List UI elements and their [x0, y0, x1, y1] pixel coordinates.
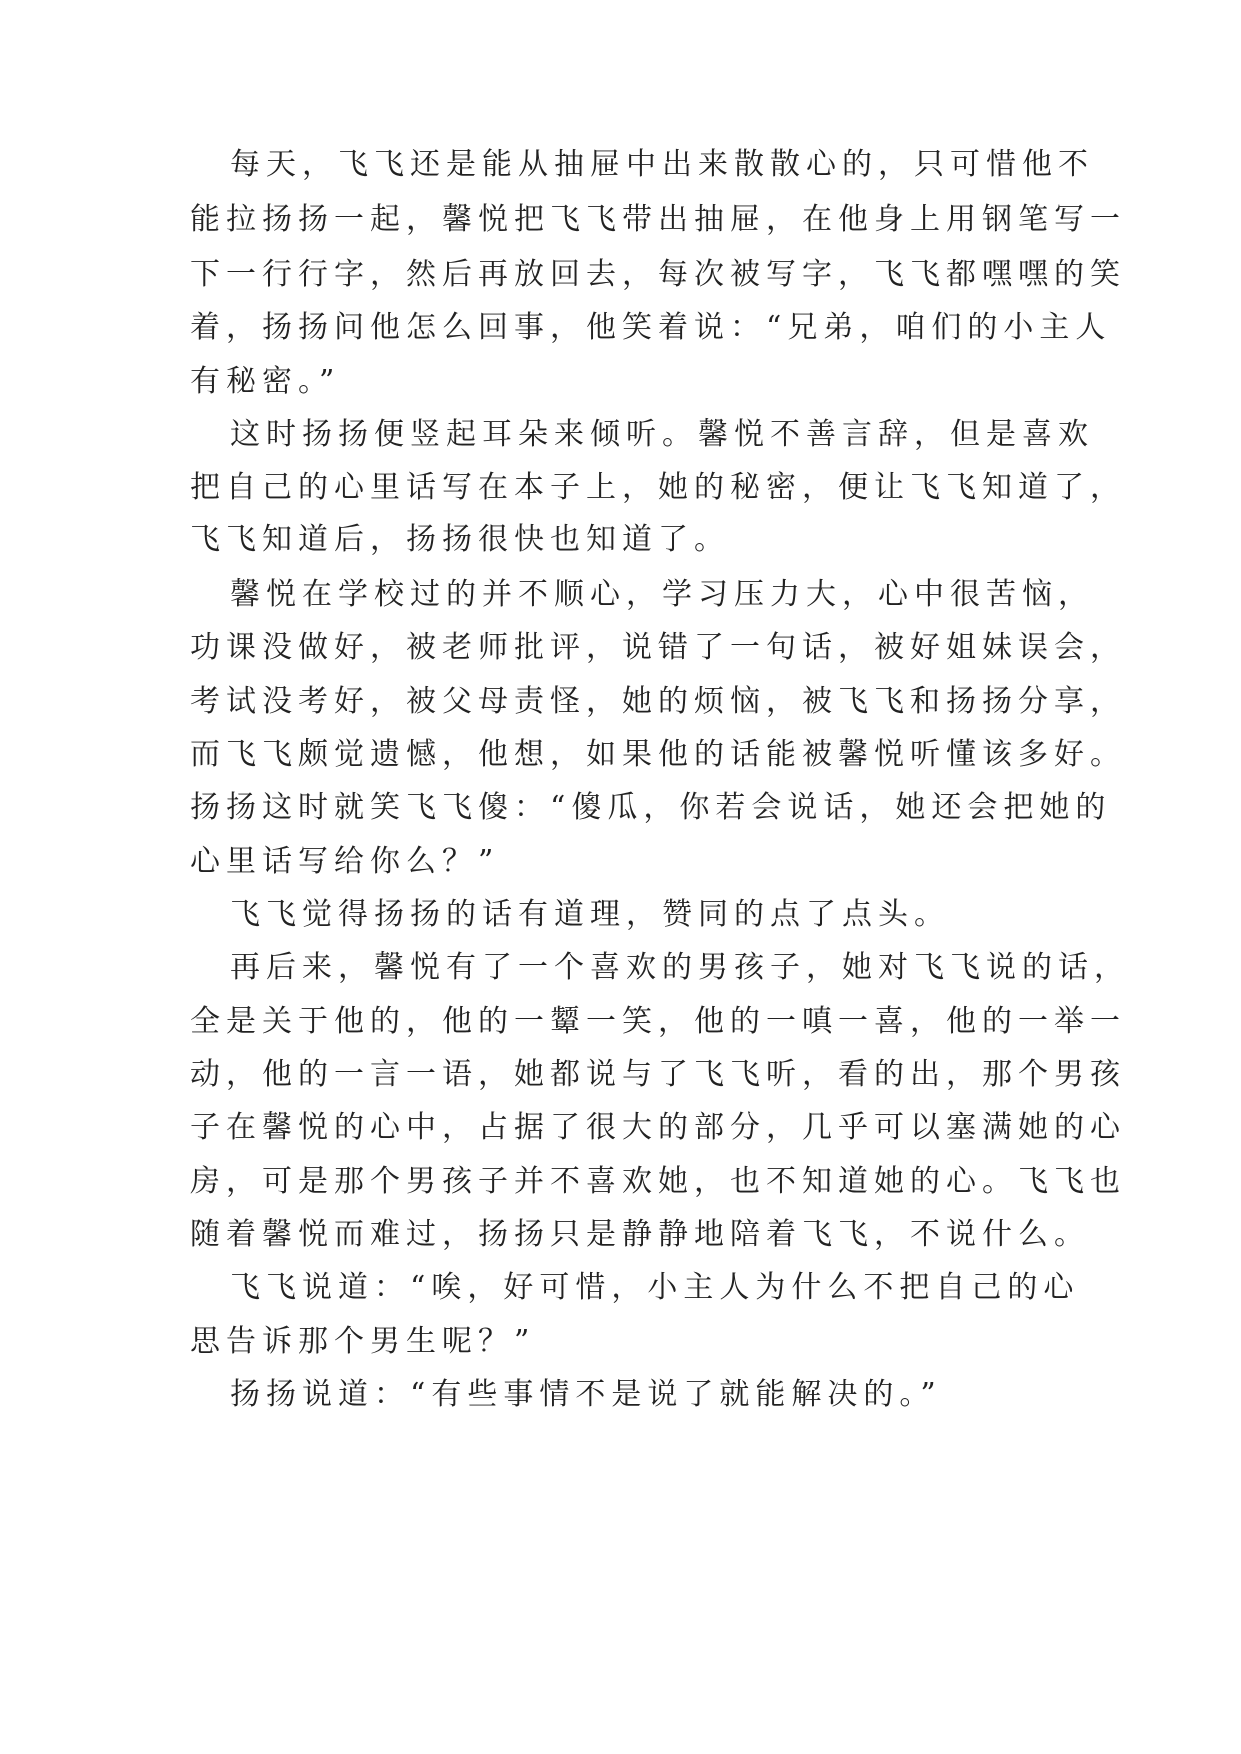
text-line: 心里话写给你么？” — [190, 844, 500, 879]
text-line: 扬扬这时就笑飞飞傻：“傻瓜，你若会说话，她还会把她的 — [190, 790, 1112, 825]
text-line: 飞飞说道：“唉，好可惜，小主人为什么不把自己的心 — [230, 1270, 1080, 1305]
text-line: 动，他的一言一语，她都说与了飞飞听，看的出，那个男孩 — [190, 1057, 1126, 1092]
text-line: 而飞飞颇觉遗憾，他想，如果他的话能被馨悦听懂该多好。 — [190, 737, 1126, 772]
text-line: 每天，飞飞还是能从抽屉中出来散散心的，只可惜他不 — [230, 147, 1094, 182]
text-line: 再后来，馨悦有了一个喜欢的男孩子，她对飞飞说的话， — [230, 950, 1130, 985]
text-line: 飞飞知道后，扬扬很快也知道了。 — [190, 522, 730, 557]
text-line: 有秘密。” — [190, 364, 341, 399]
text-line: 能拉扬扬一起，馨悦把飞飞带出抽屉，在他身上用钢笔写一 — [190, 202, 1126, 237]
text-line: 飞飞觉得扬扬的话有道理，赞同的点了点头。 — [230, 897, 950, 932]
text-line: 着，扬扬问他怎么回事，他笑着说：“兄弟，咱们的小主人 — [190, 310, 1112, 345]
text-line: 房，可是那个男孩子并不喜欢她，也不知道她的心。飞飞也 — [190, 1164, 1126, 1199]
text-line: 下一行行字，然后再放回去，每次被写字，飞飞都嘿嘿的笑 — [190, 257, 1126, 292]
text-line: 把自己的心里话写在本子上，她的秘密，便让飞飞知道了， — [190, 470, 1126, 505]
text-line: 考试没考好，被父母责怪，她的烦恼，被飞飞和扬扬分享， — [190, 684, 1126, 719]
text-line: 随着馨悦而难过，扬扬只是静静地陪着飞飞，不说什么。 — [190, 1217, 1090, 1252]
text-line: 思告诉那个男生呢？” — [190, 1324, 536, 1359]
text-line: 子在馨悦的心中，占据了很大的部分，几乎可以塞满她的心 — [190, 1110, 1126, 1145]
text-line: 全是关于他的，他的一颦一笑，他的一嗔一喜，他的一举一 — [190, 1004, 1126, 1039]
text-line: 馨悦在学校过的并不顺心，学习压力大，心中很苦恼， — [230, 577, 1094, 612]
text-line: 功课没做好，被老师批评，说错了一句话，被好姐妹误会， — [190, 630, 1126, 665]
text-line: 扬扬说道：“有些事情不是说了就能解决的。” — [230, 1377, 942, 1412]
text-line: 这时扬扬便竖起耳朵来倾听。馨悦不善言辞，但是喜欢 — [230, 417, 1094, 452]
